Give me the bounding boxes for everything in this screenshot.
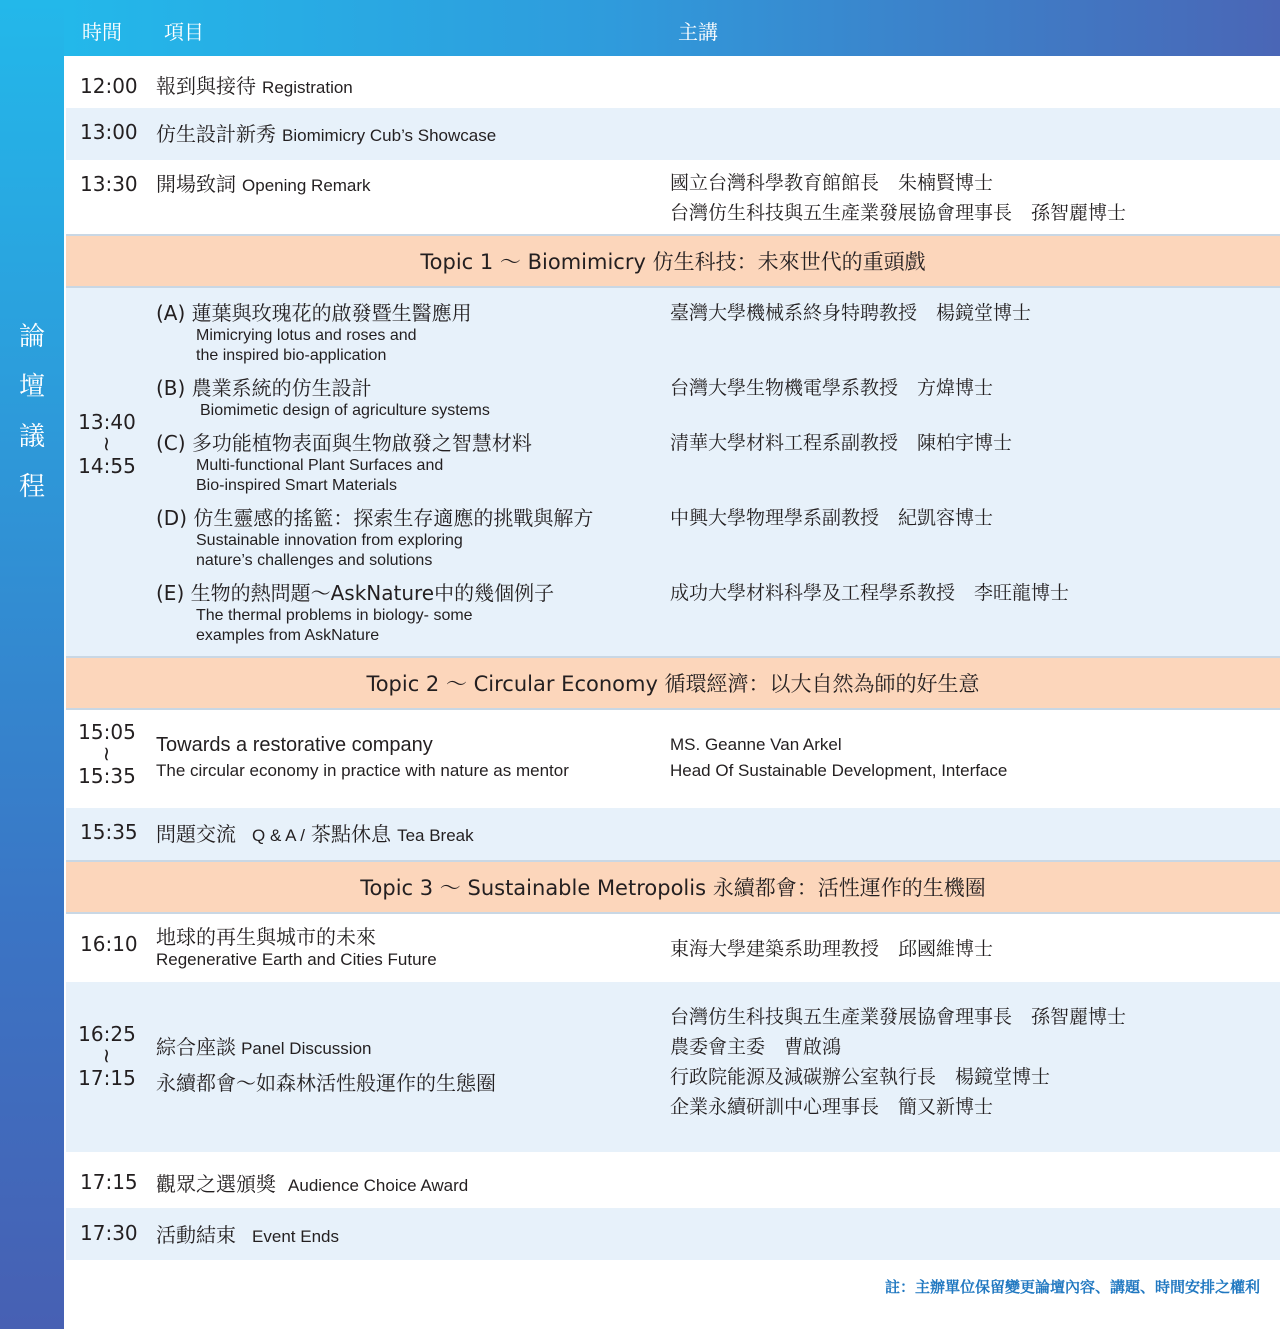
row-time: 16:10 [80,932,138,956]
talk-title-zh: 地球的再生與城市的未來 [156,925,376,949]
speaker-list [670,168,1126,228]
speaker: 臺灣大學機械系終身特聘教授 楊鏡堂博士 [670,302,1032,324]
item-zh: 茶點休息 [311,822,392,846]
panel-title [156,1030,496,1066]
sidebar [0,0,64,1329]
talk-title-en: The thermal problems in biology- some [196,607,473,624]
panel-title-en: Panel Discussion [241,1039,372,1058]
talk-title-en: examples from AskNature [196,627,380,644]
session-block [66,982,1280,1152]
row-item [156,118,496,147]
speaker-list [670,732,1007,784]
panel-title-zh: 綜合座談 [156,1035,236,1059]
sidebar-char: 議 [18,422,45,452]
row-item [156,70,353,99]
time-start: 16:25 [78,1022,136,1046]
talk-title-zh: (D) 仿生靈感的搖籃：探索生存適應的挑戰與解方 [156,506,594,530]
talk-title-en: Multi-functional Plant Surfaces and [196,457,444,474]
talk-title-zh: (A) 蓮葉與玫瑰花的啟發暨生醫應用 [156,301,472,325]
session-time [66,410,148,478]
talk-item [156,1030,496,1100]
speaker-name: MS. Geanne Van Arkel [670,735,842,754]
speaker: 國立台灣科學教育館館長 朱楠賢博士 [670,172,994,194]
row-time: 17:15 [80,1170,138,1194]
talk-title-zh: (C) 多功能植物表面與生物啟發之智慧材料 [156,431,532,455]
talk-title-en: Biomimetic design of agriculture systems [200,402,490,419]
item-zh: 報到與接待 [156,74,256,98]
row-item [156,818,474,847]
talk-title-en: Regenerative Earth and Cities Future [156,950,437,969]
topic-2-banner [66,656,1280,710]
item-zh: 活動結束 [156,1223,236,1247]
talk-title-en: Sustainable innovation from exploring [196,532,463,549]
row-time: 12:00 [80,74,138,98]
sidebar-char: 論 [18,322,45,352]
item-en: Event Ends [252,1227,339,1246]
row-time: 17:30 [80,1221,138,1245]
table-row [66,1152,1280,1208]
speaker: 行政院能源及減碳辦公室執行長 楊鏡堂博士 [670,1066,1051,1088]
talk-title-zh: (B) 農業系統的仿生設計 [156,376,372,400]
table-row [66,160,1280,234]
talk-title-en: Towards a restorative company [156,734,433,756]
header-speaker: 主講 [678,20,718,44]
time-separator: ~ [95,1047,119,1065]
table-row [66,108,1280,160]
talk-item [156,505,593,571]
session-time [66,720,148,788]
time-start: 13:40 [78,410,136,434]
session-time [66,1022,148,1090]
row-item [156,1219,339,1248]
time-start: 15:05 [78,720,136,744]
session-block [66,288,1280,656]
table-row [66,914,1280,982]
item-en: Biomimicry Cub’s Showcase [282,126,497,145]
speaker: 台灣仿生科技與五生產業發展協會理事長 孫智麗博士 [670,1006,1127,1028]
talk-subtitle-en: The circular economy in practice with nature as mentor [156,761,569,780]
item-en: Tea Break [397,826,474,845]
time-end: 14:55 [78,454,136,478]
row-item [156,168,371,197]
speaker: 企業永續研訓中心理事長 簡又新博士 [670,1096,994,1118]
header-item: 項目 [164,20,204,44]
time-end: 15:35 [78,764,136,788]
item-en: Audience Choice Award [288,1176,469,1195]
speaker: 農委會主委 曹啟鴻 [670,1036,842,1058]
talk-item [156,732,569,784]
sidebar-title [0,312,64,512]
item-zh: 開場致詞 [156,172,236,196]
footnote: 註：主辦單位保留變更論壇內容、講題、時間安排之權利 [884,1278,1260,1296]
topic-label: Topic 3 〜 Sustainable Metropolis 永續都會：活性運作的生機圈 [360,876,986,900]
topic-3-banner [66,860,1280,914]
speaker-list [670,1002,1126,1122]
item-zh: 問題交流 [156,822,236,846]
row-time: 13:00 [80,120,138,144]
sidebar-char: 程 [18,472,45,502]
time-separator: ~ [95,435,119,453]
time-separator: ~ [95,745,119,763]
table-row [66,1208,1280,1260]
topic-1-banner [66,234,1280,288]
item-en: Q & A / [252,826,305,845]
talk-title-en: nature’s challenges and solutions [196,552,433,569]
item-en: Opening Remark [242,176,371,195]
time-end: 17:15 [78,1066,136,1090]
talk-title-en: Bio-inspired Smart Materials [196,477,397,494]
row-item [156,1168,468,1197]
speaker: 台灣仿生科技與五生產業發展協會理事長 孫智麗博士 [670,202,1127,224]
talk-title-en: Mimicrying lotus and roses and [196,327,417,344]
table-header [64,0,1280,56]
row-time: 15:35 [80,820,138,844]
talk-item [156,430,532,496]
talk-title-zh: (E) 生物的熱問題〜AskNature中的幾個例子 [156,581,555,605]
speaker: 成功大學材料科學及工程學系教授 李旺龍博士 [670,582,1070,604]
talk-item [156,375,490,421]
talk-item [156,580,554,646]
speaker-title: Head Of Sustainable Development, Interface [670,761,1008,780]
speaker: 台灣大學生物機電學系教授 方煒博士 [670,377,994,399]
speaker: 東海大學建築系助理教授 邱國維博士 [670,938,994,960]
table-row [66,56,1280,108]
sidebar-char: 壇 [18,372,45,402]
row-time: 13:30 [80,172,138,196]
table-row [66,808,1280,860]
item-zh: 觀眾之選頒獎 [156,1172,276,1196]
topic-label: Topic 2 〜 Circular Economy 循環經濟：以大自然為師的好生意 [366,672,980,696]
item-en: Registration [262,78,353,97]
talk-item [156,300,472,366]
item-zh: 仿生設計新秀 [156,122,276,146]
speaker: 清華大學材料工程系副教授 陳柏宇博士 [670,432,1013,454]
session-block [66,710,1280,808]
talk-item [156,924,437,970]
talk-title-en: the inspired bio-application [196,347,387,364]
panel-subtitle-zh: 永續都會〜如森林活性般運作的生態圈 [156,1071,496,1095]
topic-label: Topic 1 〜 Biomimicry 仿生科技：未來世代的重頭戲 [420,250,926,274]
speaker: 中興大學物理學系副教授 紀凱容博士 [670,507,994,529]
header-time: 時間 [82,20,122,44]
